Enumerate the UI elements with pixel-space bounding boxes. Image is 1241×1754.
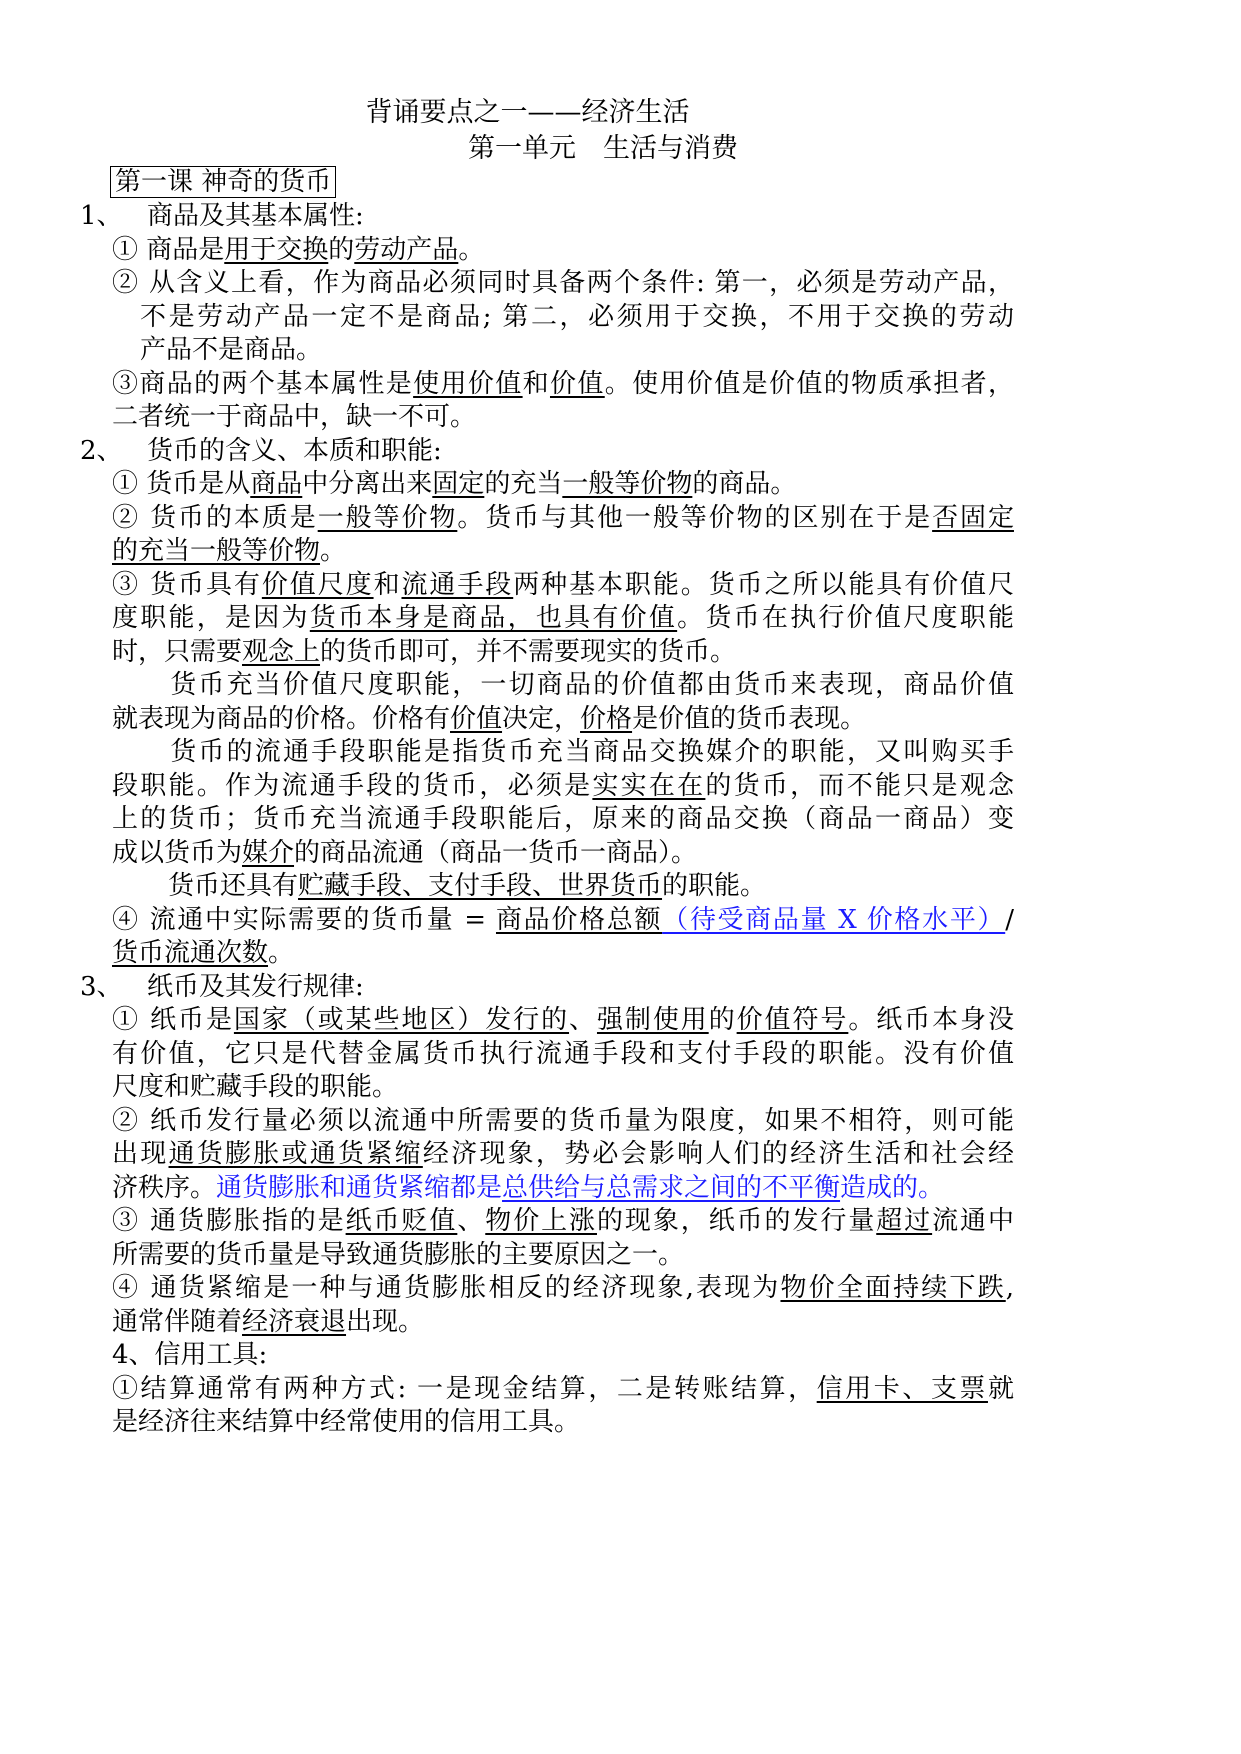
text-segment: 货币的流通手段职能是指货币充当商品交换媒介的职能，又叫购买手: [168, 737, 1014, 767]
text-segment: 的商品。: [692, 469, 797, 499]
text-segment: ① 纸币是: [112, 1005, 234, 1035]
text-line: [112, 1406, 1014, 1439]
underlined-keyword: 商品价格总额: [495, 904, 663, 935]
text-line: [112, 1172, 1014, 1205]
text-line: [112, 636, 1014, 669]
text-line: [112, 468, 1014, 501]
text-line: [112, 770, 1014, 803]
text-segment: ② 货币的本质是: [112, 502, 318, 533]
text-line: [112, 1205, 1014, 1238]
text-segment: 商品及其基本属性:: [147, 201, 364, 231]
underlined-keyword: 价格: [580, 703, 633, 734]
text-line: [112, 703, 1014, 736]
text-segment: 货币还具有: [168, 871, 299, 901]
underlined-keyword: 价值: [450, 703, 503, 734]
text-segment: ④ 通货紧缩是一种与通货膨胀相反的经济现象,表现为: [112, 1273, 781, 1303]
text-segment: 、: [569, 1005, 597, 1035]
text-segment: ① 货币是从: [112, 469, 251, 499]
text-line: [112, 803, 1014, 836]
text-segment: 经济现象，势必会影响人们的经济生活和社会经: [422, 1139, 1014, 1169]
underlined-keyword: 价值: [549, 368, 605, 399]
underlined-keyword: 固定: [432, 469, 485, 499]
text-segment: 不是劳动产品一定不是商品; 第二，必须用于交换，不用于交换的劳动: [140, 301, 1014, 332]
underlined-keyword: 货币流通次数: [112, 938, 269, 968]
text-line: [112, 904, 1014, 937]
text-line: [112, 569, 1014, 602]
section-heading: [80, 971, 1010, 1004]
section-number: 2、: [80, 435, 123, 466]
text-line: [112, 267, 1014, 300]
underlined-keyword: 使用价值: [413, 368, 523, 399]
underlined-keyword: 流通手段: [401, 569, 514, 600]
underlined-keyword: 价值尺度: [261, 569, 374, 600]
text-line: [112, 1373, 1014, 1406]
text-line: [112, 870, 1014, 903]
text-line: [112, 1239, 1014, 1272]
text-segment: 二者统一于商品中，缺一不可。: [112, 402, 477, 432]
text-segment: ② 从含义上看，作为商品必须同时具备两个条件: 第一，必须是劳动产品，: [112, 268, 1014, 298]
text-segment: 的充当: [484, 469, 563, 499]
text-line: [140, 301, 1014, 334]
underlined-keyword: 媒介: [242, 837, 295, 868]
text-segment: 中分离出来: [302, 469, 433, 499]
text-segment: 是价值的货币表现。: [632, 703, 867, 734]
underlined-keyword: 的充当一般等价物: [112, 536, 321, 566]
text-segment: /: [1005, 904, 1014, 935]
text-segment: 出现: [112, 1139, 169, 1169]
text-segment: ② 纸币发行量必须以流通中所需要的货币量为限度，如果不相符，则可能: [112, 1105, 1014, 1136]
text-line: [112, 937, 1014, 970]
text-segment: 尺度和贮藏手段的职能。: [112, 1072, 399, 1102]
text-segment: ① 商品是: [112, 234, 225, 265]
text-line: [112, 669, 1014, 702]
text-line: [112, 1138, 1014, 1171]
text-segment: 、: [457, 1206, 486, 1236]
text-segment: 就: [987, 1373, 1014, 1404]
text-segment: 度职能，是因为: [112, 603, 310, 633]
underlined-keyword: 实实在在: [592, 770, 706, 801]
lesson-title-box: 第一课 神奇的货币: [110, 166, 336, 198]
text-segment: 的货币，而不能只是观念: [705, 770, 1014, 801]
text-segment: 济秩序。: [112, 1172, 217, 1203]
section-heading: [80, 435, 1010, 468]
text-segment: 。货币与其他一般等价物的区别在于是: [457, 502, 933, 533]
highlighted-text: 造成的。: [840, 1172, 945, 1203]
underlined-keyword: 通货膨胀或通货紧缩: [168, 1139, 423, 1169]
underlined-keyword: 强制使用: [596, 1005, 709, 1035]
underlined-keyword: 货币本身是商品，也具有价值: [309, 603, 678, 633]
text-line: [112, 602, 1014, 635]
text-segment: 货币充当价值尺度职能，一切商品的价值都由货币来表现，商品价值: [168, 670, 1014, 700]
text-line: [112, 1004, 1014, 1037]
underlined-keyword: 否固定: [932, 502, 1014, 533]
underlined-keyword: 一般等价物: [317, 502, 458, 533]
text-line: [112, 736, 1014, 769]
text-line: [112, 837, 1014, 870]
text-segment: ③ 货币具有: [112, 569, 262, 600]
text-segment: 的: [328, 234, 355, 265]
text-line: [140, 334, 1014, 367]
text-segment: 。: [268, 938, 295, 968]
text-segment: 成以货币为: [112, 837, 243, 868]
text-segment: 有价值，它只是代替金属货币执行流通手段和支付手段的职能。没有价值: [112, 1038, 1014, 1069]
text-segment: ①结算通常有两种方式: 一是现金结算，二是转账结算，: [112, 1373, 817, 1404]
text-line: [112, 535, 1014, 568]
text-segment: 段职能。作为流通手段的货币，必须是: [112, 770, 593, 801]
underlined-keyword: 信用卡、支票: [816, 1373, 988, 1404]
text-line: [112, 1272, 1014, 1305]
document-title: 背诵要点之一——经济生活: [365, 97, 690, 128]
text-segment: 。纸币本身没: [848, 1005, 1014, 1035]
text-segment: 的现象，纸币的发行量: [596, 1206, 877, 1236]
text-segment: 。: [320, 536, 347, 566]
text-segment: 的商品流通（商品一货币一商品）。: [294, 837, 698, 868]
underlined-keyword: 贮藏手段、支付手段、世界货币: [298, 871, 663, 901]
text-line: [112, 234, 1014, 267]
highlighted-text: 总供给与总需求之间的不平衡: [502, 1172, 841, 1203]
text-segment: 是经济往来结算中经常使用的信用工具。: [112, 1407, 581, 1437]
text-line: [112, 368, 1014, 401]
text-segment: ③ 通货膨胀指的是: [112, 1206, 346, 1236]
text-segment: 。货币在执行价值尺度职能: [677, 603, 1014, 633]
text-segment: ,: [1005, 1273, 1014, 1303]
text-segment: ③商品的两个基本属性是: [112, 368, 414, 399]
underlined-keyword: 商品: [250, 469, 303, 499]
text-segment: 两种基本职能。货币之所以能具有价值尺: [513, 569, 1014, 600]
underlined-keyword: 物价全面持续下跌: [780, 1273, 1006, 1303]
text-segment: 。: [458, 234, 485, 265]
text-line: [112, 1071, 1014, 1104]
text-segment: ④ 流通中实际需要的货币量 =: [112, 904, 496, 935]
underlined-keyword: 用于交换: [224, 234, 329, 265]
text-segment: 的货币即可，并不需要现实的货币。: [320, 636, 737, 667]
underlined-keyword: 价值符号: [736, 1005, 849, 1035]
highlighted-text: （待受商品量 X 价格水平）: [662, 904, 1006, 935]
underlined-keyword: 国家（或某些地区）发行的: [233, 1005, 570, 1035]
text-segment: 。使用价值是价值的物质承担者，: [604, 368, 1014, 399]
highlighted-text: 通货膨胀和通货紧缩都是: [216, 1172, 503, 1203]
text-line: [112, 1038, 1014, 1071]
text-segment: 就表现为商品的价格。价格有: [112, 703, 451, 734]
text-segment: 通常伴随着: [112, 1306, 243, 1337]
text-segment: 决定，: [502, 703, 581, 734]
text-segment: 上的货币；货币充当流通手段职能后，原来的商品交换（商品一商品）变: [112, 804, 1014, 834]
section-number: 1、: [80, 201, 123, 231]
text-line: [112, 502, 1014, 535]
underlined-keyword: 观念上: [242, 636, 321, 667]
text-segment: 货币的含义、本质和职能:: [147, 435, 442, 466]
text-line: [112, 401, 1014, 434]
underlined-keyword: 纸币贬值: [345, 1206, 458, 1236]
text-segment: 纸币及其发行规律:: [147, 971, 364, 1002]
text-segment: 的职能。: [662, 871, 767, 901]
text-segment: 时，只需要: [112, 636, 243, 667]
underlined-keyword: 劳动产品: [354, 234, 459, 265]
text-segment: 产品不是商品。: [140, 335, 323, 365]
text-segment: 和: [373, 569, 402, 600]
section-number: 3、: [80, 971, 123, 1002]
text-segment: 和: [522, 368, 550, 399]
underlined-keyword: 一般等价物: [562, 469, 693, 499]
underlined-keyword: 经济衰退: [242, 1306, 347, 1337]
text-line: [112, 1306, 1014, 1339]
text-segment: 的: [708, 1005, 737, 1035]
section-heading: [80, 200, 1010, 233]
text-line: [112, 1339, 1014, 1372]
underlined-keyword: 超过: [876, 1206, 933, 1236]
text-line: [112, 1105, 1014, 1138]
text-segment: 流通中: [932, 1206, 1014, 1236]
text-segment: 4、信用工具:: [112, 1340, 268, 1370]
text-segment: 所需要的货币量是导致通货膨胀的主要原因之一。: [112, 1239, 685, 1270]
unit-title: 第一单元 生活与消费: [468, 133, 738, 164]
text-segment: 出现。: [346, 1306, 425, 1337]
underlined-keyword: 物价上涨: [485, 1206, 597, 1236]
